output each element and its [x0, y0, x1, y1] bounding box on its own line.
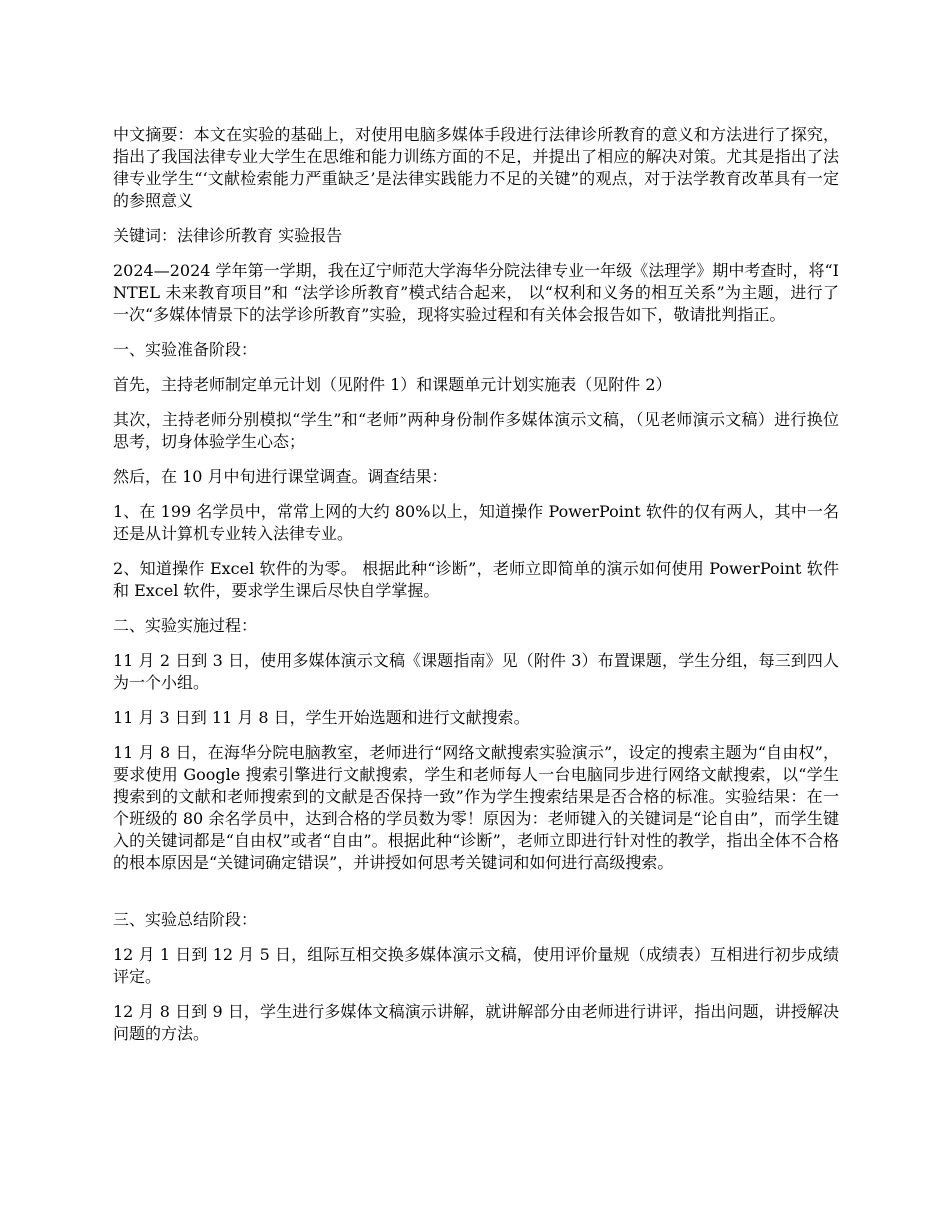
body-paragraph: 12 月 8 日到 9 日，学生进行多媒体文稿演示讲解，就讲解部分由老师进行讲评，指出问题，讲授解决问题的方法。: [113, 1002, 839, 1043]
section-heading-implementation: 二、实验实施过程：: [113, 616, 258, 635]
body-paragraph: 11 月 2 日到 3 日，使用多媒体演示文稿《课题指南》见（附件 3）布置课题，学生分组，每三到四人为一个小组。: [113, 651, 839, 692]
abstract-paragraph: 中文摘要：本文在实验的基础上，对使用电脑多媒体手段进行法律诊所教育的意义和方法进行了探究，指出了我国法律专业大学生在思维和能力训练方面的不足，并提出了相应的解决对策。尤其是指出了法律专业学生“‘文献检索能力严重缺乏’是法律实践能力不足的关键”的观点，对于法学教育改革具有一定的参照意义: [113, 125, 839, 210]
document-body: [113, 124, 839, 1058]
body-paragraph: 其次，主持老师分别模拟“学生”和“老师”两种身份制作多媒体演示文稿，（见老师演示文稿）进行换位思考，切身体验学生心态；: [113, 410, 839, 451]
keywords-paragraph: 关键词：法律诊所教育 实验报告: [113, 226, 343, 245]
section-heading-summary: 三、实验总结阶段：: [113, 910, 258, 929]
section-heading-preparation: 一、实验准备阶段：: [113, 340, 258, 359]
body-paragraph: 11 月 8 日，在海华分院电脑教室，老师进行“网络文献搜索实验演示”，设定的搜索主题为“自由权”，要求使用 Google 搜索引擎进行文献搜索，学生和老师每人一台电脑同步进行网络文献搜索，以“学生搜索到的文献和老师搜索到的文献是否保持一致”作为学生搜索结果是否合格的标准。实验结果：在一个班级的 80 余名学员中，达到合格的学员数为零！原因为：老师键入的关键词是“论自由”，而学生键入的关键词都是“自由权”或者“自由”。根据此种“诊断”，老师立即进行针对性的教学，指出全体不合格的根本原因是“关键词确定错误”，并讲授如何思考关键词和如何进行高级搜索。: [113, 743, 839, 872]
body-paragraph: 首先，主持老师制定单元计划（见附件 1）和课题单元计划实施表（见附件 2）: [113, 375, 672, 394]
body-paragraph: 然后，在 10 月中旬进行课堂调查。调查结果：: [113, 467, 448, 486]
body-paragraph: 12 月 1 日到 12 月 5 日，组际互相交换多媒体演示文稿，使用评价量规（成绩表）互相进行初步成绩评定。: [113, 945, 839, 986]
survey-result-item: 1、在 199 名学员中，常常上网的大约 80%以上，知道操作 PowerPoint 软件的仅有两人，其中一名还是从计算机专业转入法律专业。: [113, 502, 839, 543]
body-paragraph: 11 月 3 日到 11 月 8 日，学生开始选题和进行文献搜索。: [113, 708, 530, 727]
survey-result-item: 2、知道操作 Excel 软件的为零。 根据此种“诊断”，老师立即简单的演示如何使用 PowerPoint 软件和 Excel 软件，要求学生课后尽快自学掌握。: [113, 559, 839, 600]
intro-paragraph: 2024—2024 学年第一学期，我在辽宁师范大学海华分院法律专业一年级《法理学》期中考查时，将“INTEL 未来教育项目”和 “法学诊所教育”模式结合起来， 以“权利和义务的相互关系”为主题，进行了一次“多媒体情景下的法学诊所教育”实验，现将实验过程和有关体会报告如下，敬请批判指正。: [113, 261, 839, 324]
